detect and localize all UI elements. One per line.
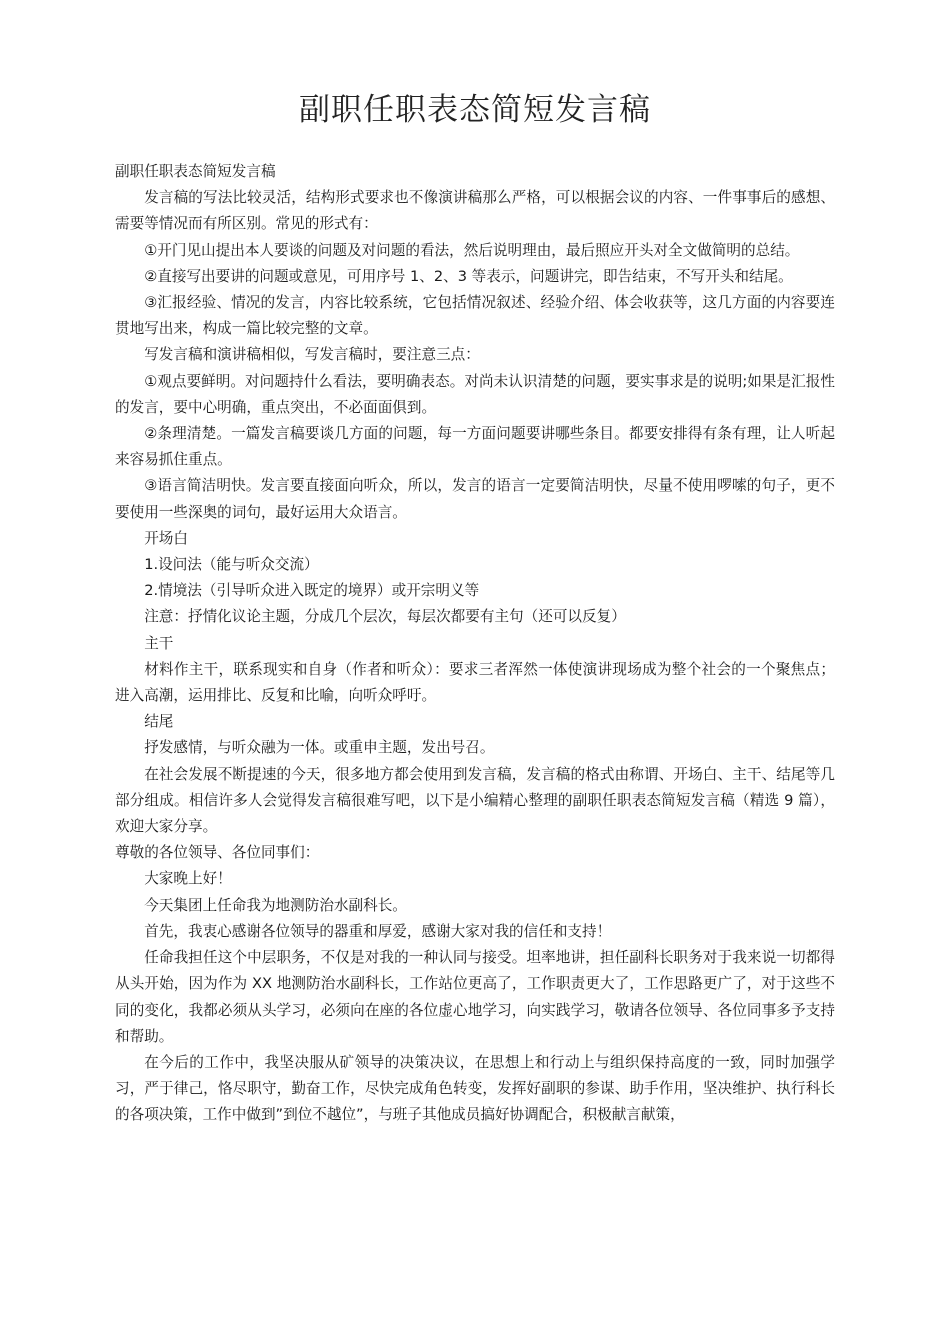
document-body [115,159,835,1129]
paragraph: 写发言稿和演讲稿相似，写发言稿时，要注意三点： [144,346,480,364]
paragraph: 今天集团上任命我为地测防治水副科长。 [144,896,407,914]
paragraph: ③汇报经验、情况的发言，内容比较系统，它包括情况叙述、经验介绍、体会收获等，这几方面的内容要连贯地写出来，构成一篇比较完整的文章。 [115,294,835,338]
paragraph: 大家晚上好！ [144,870,232,888]
paragraph: 主干 [144,634,174,652]
paragraph: 发言稿的写法比较灵活，结构形式要求也不像演讲稿那么严格，可以根据会议的内容、一件事事后的感想、需要等情况而有所区别。常见的形式有： [115,189,835,233]
paragraph: 副职任职表态简短发言稿 [115,163,276,180]
paragraph: 任命我担任这个中层职务，不仅是对我的一种认同与接受。坦率地讲，担任副科长职务对于我来说一切都得从头开始，因为作为 XX 地测防治水副科长，工作站位更高了，工作职责更大了，工作思路更广了，对于这些不同的变化，我都必须从头学习，必须向在座的各位虚心地学习，向实践学习，敬请各位领导、各位同事多予支持和帮助。 [115,949,835,1045]
paragraph: 抒发感情，与听众融为一体。或重申主题，发出号召。 [144,739,495,757]
paragraph: 在今后的工作中，我坚决服从矿领导的决策决议，在思想上和行动上与组织保持高度的一致，同时加强学习，严于律己，恪尽职守，勤奋工作，尽快完成角色转变，发挥好副职的参谋、助手作用，坚决维护、执行科长的各项决策，工作中做到”到位不越位”，与班子其他成员搞好协调配合，积极献言献策， [115,1053,835,1124]
paragraph: ②条理清楚。一篇发言稿要谈几方面的问题，每一方面问题要讲哪些条目。都要安排得有条有理，让人听起来容易抓住重点。 [115,425,835,469]
paragraph: 1.设问法（能与听众交流） [144,556,319,574]
paragraph: 开场白 [144,529,188,547]
paragraph: 2.情境法（引导听众进入既定的境界）或开宗明义等 [144,582,480,600]
paragraph: 结尾 [144,713,174,731]
paragraph: ③语言简洁明快。发言要直接面向听众，所以，发言的语言一定要简洁明快，尽量不使用啰嗦的句子，更不要使用一些深奥的词句，最好运用大众语言。 [115,477,835,521]
paragraph: 材料作主干，联系现实和自身（作者和听众）：要求三者浑然一体使演讲现场成为整个社会的一个聚焦点；进入高潮，运用排比、反复和比喻，向听众呼吁。 [115,660,835,705]
paragraph: 尊敬的各位领导、各位同事们： [115,844,320,862]
paragraph: 注意：抒情化议论主题，分成几个层次，每层次都要有主句（还可以反复） [144,608,626,626]
document-title: 副职任职表态简短发言稿 [299,92,651,128]
paragraph: 首先，我衷心感谢各位领导的器重和厚爱，感谢大家对我的信任和支持！ [144,922,612,940]
paragraph: ①观点要鲜明。对问题持什么看法，要明确表态。对尚未认识清楚的问题，要实事求是的说明;如果是汇报性的发言，要中心明确，重点突出，不必面面俱到。 [115,372,835,416]
paragraph: ②直接写出要讲的问题或意见，可用序号 1、2、3 等表示，问题讲完，即告结束，不写开头和结尾。 [144,267,793,285]
paragraph: ①开门见山提出本人要谈的问题及对问题的看法，然后说明理由，最后照应开头对全文做简明的总结。 [144,241,800,259]
paragraph: 在社会发展不断提速的今天，很多地方都会使用到发言稿，发言稿的格式由称谓、开场白、主干、结尾等几部分组成。相信许多人会觉得发言稿很难写吧，以下是小编精心整理的副职任职表态简短发言稿（精选 9 篇），欢迎大家分享。 [115,765,835,836]
